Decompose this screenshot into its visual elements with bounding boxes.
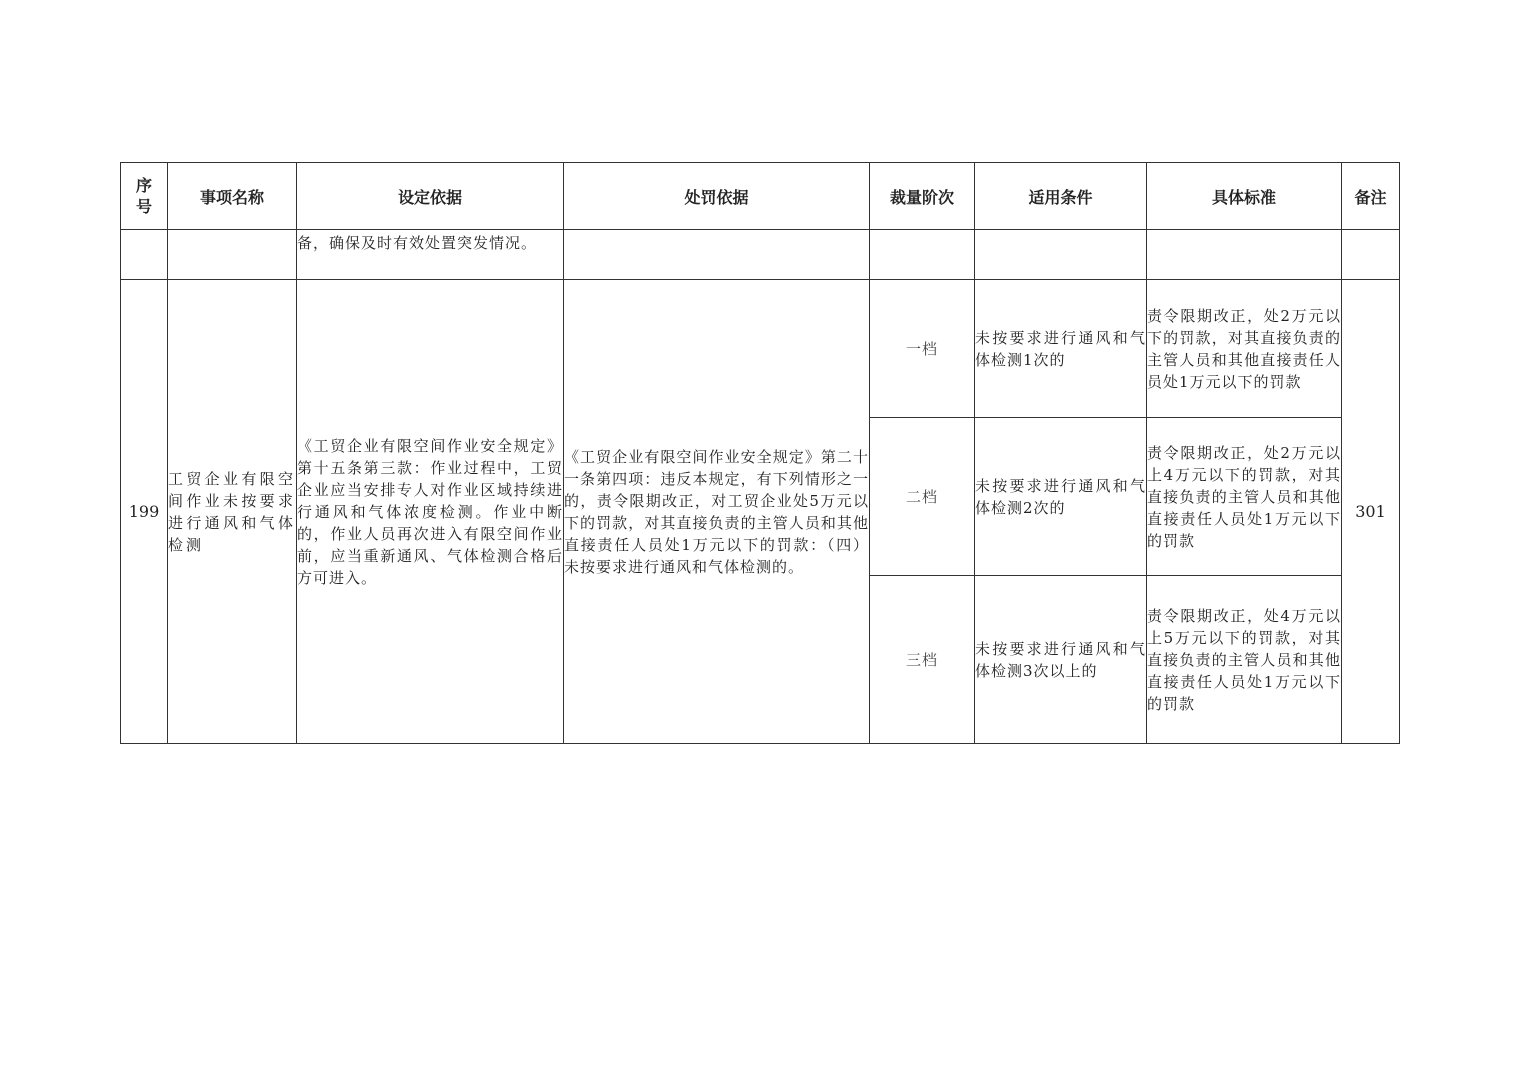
header-condition: 适用条件: [975, 163, 1147, 230]
tier-level: 三档: [870, 576, 975, 744]
cont-condition-cell: [975, 230, 1147, 280]
header-level: 裁量阶次: [870, 163, 975, 230]
header-basis: 设定依据: [297, 163, 564, 230]
header-remark: 备注: [1342, 163, 1400, 230]
tier-standard: 责令限期改正，处4万元以上5万元以下的罚款，对其直接负责的主管人员和其他直接责任人员处1万元以下的罚款: [1147, 576, 1342, 744]
cont-penalty-cell: [564, 230, 870, 280]
item-basis: 《工贸企业有限空间作业安全规定》第十五条第三款：作业过程中，工贸企业应当安排专人对作业区域持续进行通风和气体浓度检测。作业中断的，作业人员再次进入有限空间作业前，应当重新通风、气体检测合格后方可进入。: [297, 280, 564, 744]
tier-condition: 未按要求进行通风和气体检测1次的: [975, 280, 1147, 418]
tier-condition: 未按要求进行通风和气体检测2次的: [975, 418, 1147, 576]
item-remark: 301: [1342, 280, 1400, 744]
header-row: [121, 163, 1400, 230]
table-row: [121, 280, 1400, 418]
item-penalty-basis: 《工贸企业有限空间作业安全规定》第二十一条第四项：违反本规定，有下列情形之一的，责令限期改正，对工贸企业处5万元以下的罚款，对其直接负责的主管人员和其他直接责任人员处1万元以下的罚款：（四）未按要求进行通风和气体检测的。: [564, 280, 870, 744]
cont-remark-cell: [1342, 230, 1400, 280]
cont-level-cell: [870, 230, 975, 280]
cont-basis-cell: 备，确保及时有效处置突发情况。: [297, 230, 564, 280]
tier-standard: 责令限期改正，处2万元以下的罚款，对其直接负责的主管人员和其他直接责任人员处1万元以下的罚款: [1147, 280, 1342, 418]
header-item-name: 事项名称: [168, 163, 297, 230]
header-penalty-basis: 处罚依据: [564, 163, 870, 230]
cont-standard-cell: [1147, 230, 1342, 280]
cont-seq-cell: [121, 230, 168, 280]
continuation-row: [121, 230, 1400, 280]
item-name: 工贸企业有限空间作业未按要求进行通风和气体检测: [168, 280, 297, 744]
tier-level: 二档: [870, 418, 975, 576]
header-seq: [121, 163, 168, 230]
tier-condition: 未按要求进行通风和气体检测3次以上的: [975, 576, 1147, 744]
cont-name-cell: [168, 230, 297, 280]
header-seq-label: 序号: [135, 176, 152, 216]
tier-level: 一档: [870, 280, 975, 418]
item-seq: 199: [121, 280, 168, 744]
penalty-table: [120, 162, 1400, 744]
header-standard: 具体标准: [1147, 163, 1342, 230]
tier-standard: 责令限期改正，处2万元以上4万元以下的罚款，对其直接负责的主管人员和其他直接责任人员处1万元以下的罚款: [1147, 418, 1342, 576]
